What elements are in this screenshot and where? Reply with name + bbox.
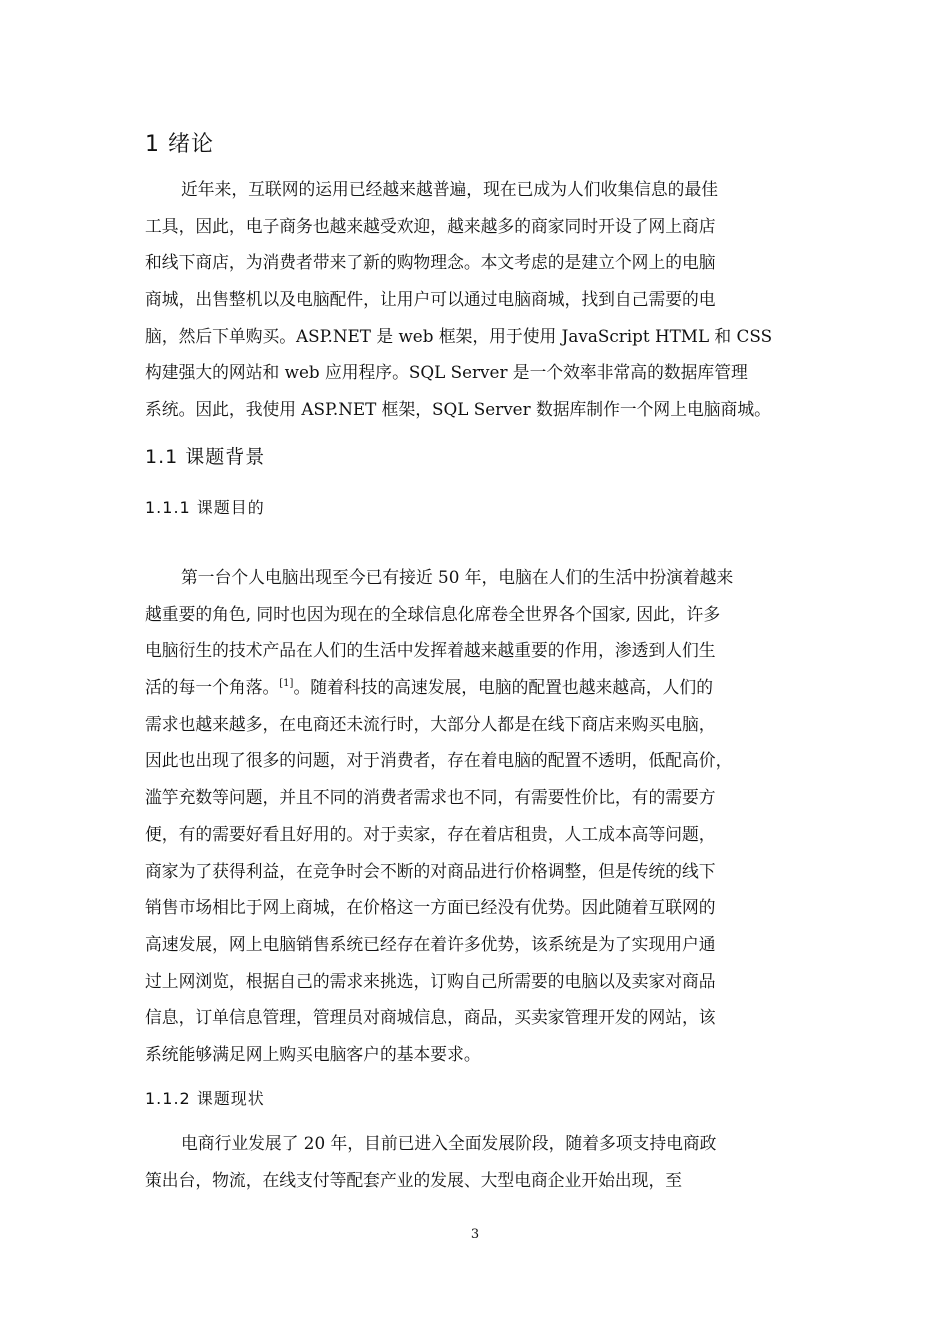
paragraph-line: 高速发展，网上电脑销售系统已经存在着许多优势，该系统是为了实现用户通 (145, 933, 716, 954)
paragraph-line: 第一台个人电脑出现至今已有接近 50 年，电脑在人们的生活中扮演着越来 (181, 567, 734, 587)
paragraph-line: 滥竽充数等问题，并且不同的消费者需求也不同，有需要性价比，有的需要方 (145, 787, 716, 808)
line-text: 活的每一个角落。 (145, 677, 280, 698)
paragraph-line: 策出台，物流，在线支付等配套产业的发展、大型电商企业开始出现，至 (145, 1169, 683, 1190)
subsection-heading-purpose: 1.1.1 课题目的 (145, 498, 265, 517)
paragraph-line-with-citation (145, 669, 807, 706)
section-heading: 1.1 课题背景 (145, 446, 266, 468)
paragraph-line: 电脑衍生的技术产品在人们的生活中发挥着越来越重要的作用，渗透到人们生 (145, 640, 716, 661)
paragraph-line: 越重要的角色, 同时也因为现在的全球信息化席卷全世界各个国家, 因此，许多 (145, 603, 721, 624)
paragraph-line: 电商行业发展了 20 年，目前已进入全面发展阶段，随着多项支持电商政 (181, 1133, 717, 1153)
paragraph-line: 近年来，互联网的运用已经越来越普遍，现在已成为人们收集信息的最佳 (181, 179, 719, 199)
paragraph-line: 商城，出售整机以及电脑配件，让用户可以通过电脑商城，找到自己需要的电 (145, 289, 716, 310)
paragraph-line: 因此也出现了很多的问题，对于消费者，存在着电脑的配置不透明，低配高价， (145, 750, 733, 771)
paragraph-line: 便，有的需要好看且好用的。对于卖家，存在着店租贵，人工成本高等问题， (145, 823, 716, 844)
paragraph-line: 系统。因此，我使用 ASP.NET 框架，SQL Server 数据库制作一个网上电脑商城。 (145, 399, 771, 420)
paragraph-line: 过上网浏览，根据自己的需求来挑选，订购自己所需要的电脑以及卖家对商品 (145, 970, 716, 991)
intro-paragraph (145, 171, 807, 428)
line-text: 。随着科技的高速发展，电脑的配置也越来越高，人们的 (293, 677, 713, 698)
paragraph-line: 商家为了获得利益，在竞争时会不断的对商品进行价格调整，但是传统的线下 (145, 860, 716, 881)
status-paragraph (145, 1125, 807, 1198)
purpose-paragraph (145, 559, 807, 1073)
chapter-heading: 1 绪论 (145, 132, 214, 157)
subsection-heading-status: 1.1.2 课题现状 (145, 1089, 265, 1108)
paragraph-line: 工具，因此，电子商务也越来越受欢迎，越来越多的商家同时开设了网上商店 (145, 215, 716, 236)
paragraph-line: 脑，然后下单购买。ASP.NET 是 web 框架，用于使用 JavaScript HTML 和 CSS (145, 325, 773, 346)
paragraph-line: 和线下商店，为消费者带来了新的购物理念。本文考虑的是建立个网上的电脑 (145, 252, 716, 273)
paragraph-line: 信息，订单信息管理，管理员对商城信息，商品，买卖家管理开发的网站，该 (145, 1007, 716, 1028)
paragraph-line: 构建强大的网站和 web 应用程序。SQL Server 是一个效率非常高的数据库管理 (145, 362, 748, 383)
paragraph-line: 需求也越来越多，在电商还未流行时，大部分人都是在线下商店来购买电脑， (145, 713, 716, 734)
page-number: 3 (470, 1227, 480, 1242)
paragraph-line: 销售市场相比于网上商城，在价格这一方面已经没有优势。因此随着互联网的 (145, 897, 716, 918)
citation-marker[interactable]: [1] (279, 678, 294, 690)
paragraph-line: 系统能够满足网上购买电脑客户的基本要求。 (145, 1043, 481, 1064)
